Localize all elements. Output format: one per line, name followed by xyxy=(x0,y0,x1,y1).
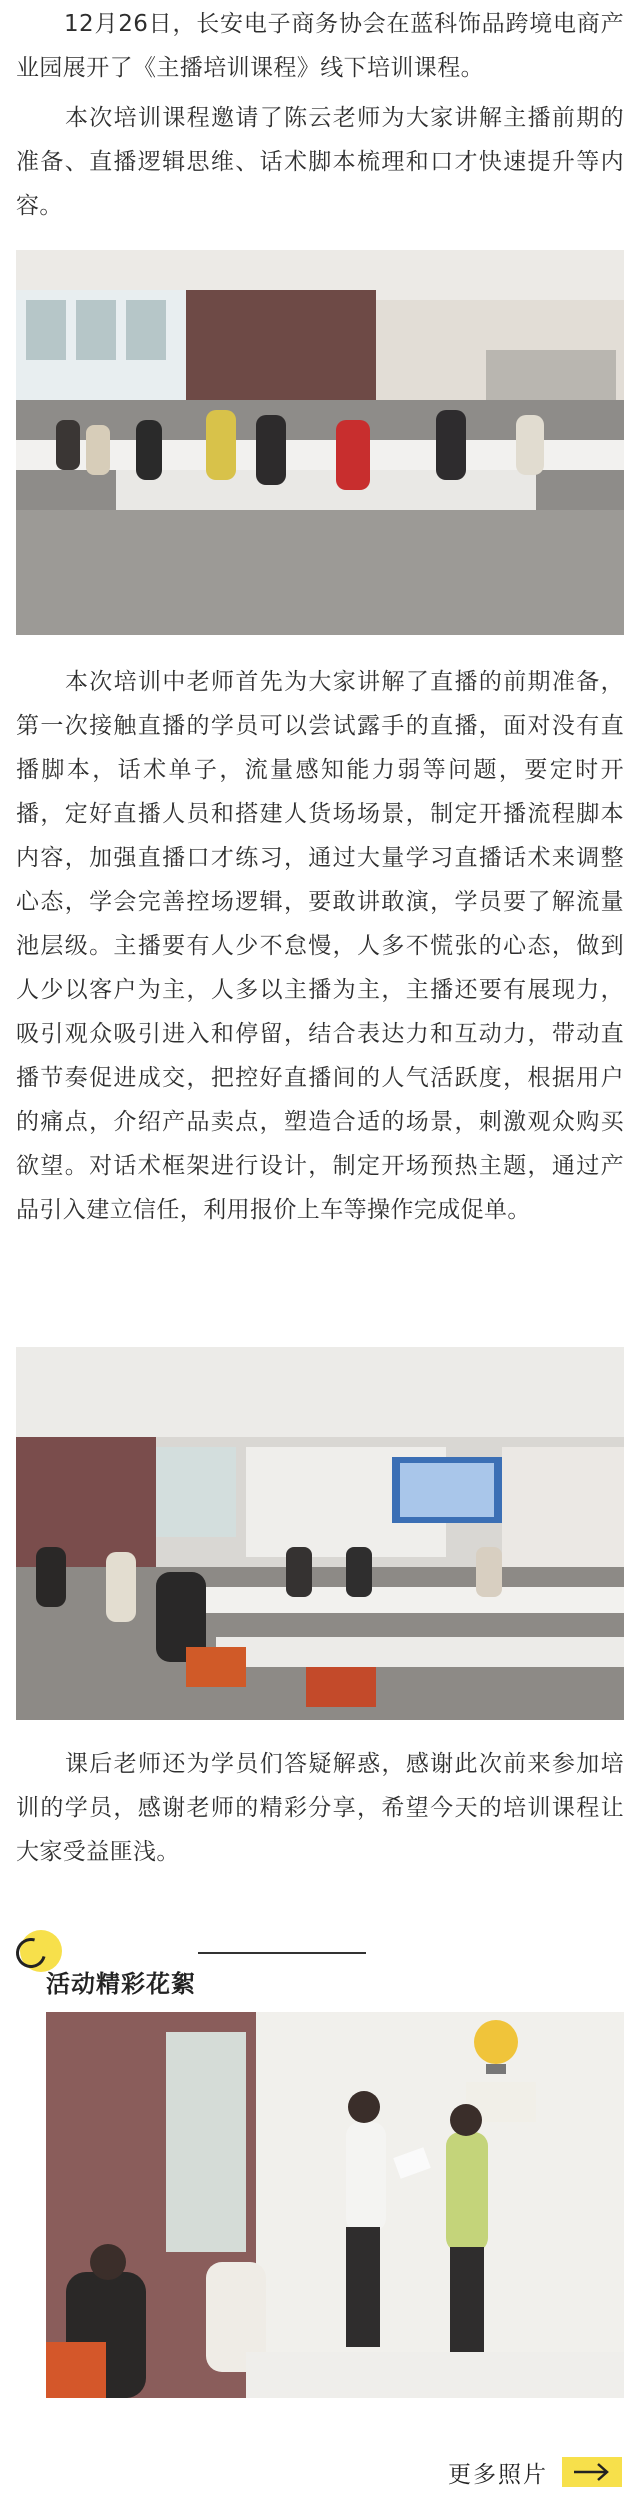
arrow-right-icon[interactable] xyxy=(562,2457,622,2487)
section-divider xyxy=(198,1952,366,1954)
more-photos-link[interactable] xyxy=(448,2452,622,2492)
section-title: 活动精彩花絮 xyxy=(46,1970,196,1998)
paragraph-invitation-text: 本次培训课程邀请了陈云老师为大家讲解主播前期的准备、直播逻辑思维、话术脚本梳理和口才快速提升等内容。 xyxy=(16,105,624,219)
more-photos-label[interactable]: 更多照片 xyxy=(448,2461,548,2488)
photo-training-students xyxy=(16,250,624,635)
paragraph-intro xyxy=(16,2,624,90)
paragraph-invitation xyxy=(16,96,624,228)
photo-teacher-student xyxy=(46,2012,624,2398)
paragraph-closing xyxy=(16,1742,624,1874)
paragraph-intro-text: 12月26日，长安电子商务协会在蓝科饰品跨境电商产业园展开了《主播培训课程》线下培训课程。 xyxy=(16,11,624,81)
section-header xyxy=(0,1920,640,1998)
paragraph-training-content xyxy=(16,660,624,1232)
paragraph-closing-text: 课后老师还为学员们答疑解惑，感谢此次前来参加培训的学员，感谢老师的精彩分享，希望今天的培训课程让大家受益匪浅。 xyxy=(16,1751,624,1865)
paragraph-training-content-text: 本次培训中老师首先为大家讲解了直播的前期准备，第一次接触直播的学员可以尝试露手的直播，面对没有直播脚本，话术单子，流量感知能力弱等问题，要定时开播，定好直播人员和搭建人货场场景，制定开播流程脚本内容，加强直播口才练习，通过大量学习直播话术来调整心态，学会完善控场逻辑，要敢讲敢演，学员要了解流量池层级。主播要有人少不怠慢，人多不慌张的心态，做到人少以客户为主，人多以主播为主，主播还要有展现力，吸引观众吸引进入和停留，结合表达力和互动力，带动直播节奏促进成交，把控好直播间的人气活跃度，根据用户的痛点，介绍产品卖点，塑造合适的场景，刺激观众购买欲望。对话术框架进行设计，制定开场预热主题，通过产品引入建立信任，利用报价上车等操作完成促单。 xyxy=(16,669,624,1223)
photo-classroom-projector xyxy=(16,1347,624,1720)
